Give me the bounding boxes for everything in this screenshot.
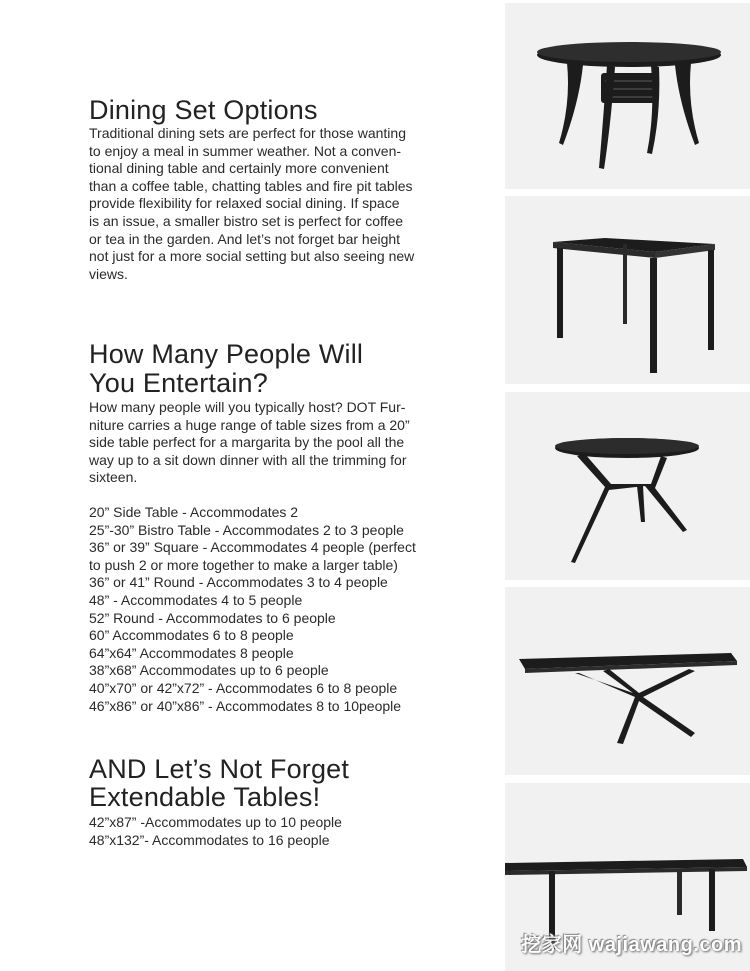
list-item: 36” or 39” Square - Accommodates 4 people (perfect to push 2 or more together to make a larger table): [89, 539, 416, 573]
heading-extendable-line1: AND Let’s Not Forget: [89, 754, 350, 784]
paragraph-dining-set-options: Traditional dining sets are perfect for those wanting to enjoy a meal in summer weather. Not a conven- tional dining table and certainly more convenient than a coffee table, chatting tables and fire pit tables provide flexibility for relaxed social dining. If space is an issue, a smaller bistro set is perfect for coffee or tea in the garden. And let’s not forget bar height not just for a more social setting but also seeing new views.: [89, 125, 415, 282]
heading-extendable-line2: Extendable Tables!: [89, 782, 321, 812]
list-item: 46”x86” or 40”x86” - Accommodates 8 to 10people: [89, 697, 402, 714]
rectangular-x-base-table-illustration: [505, 587, 750, 775]
square-bar-table-image: [505, 196, 750, 384]
list-item: 52” Round - Accommodates to 6 people: [89, 609, 336, 626]
heading-how-many-people-line2: You Entertain?: [89, 368, 268, 398]
list-item: 64”x64” Accommodates 8 people: [89, 644, 294, 661]
heading-how-many-people-line1: How Many People Will: [89, 339, 364, 369]
round-slat-table-image: [505, 392, 750, 580]
list-item: 40”x70” or 42”x72” - Accommodates 6 to 8 people: [89, 679, 398, 696]
list-item: 38”x68” Accommodates up to 6 people: [89, 662, 329, 679]
round-cast-dining-table-illustration: [505, 3, 750, 189]
list-item: 48”x132”- Accommodates to 16 people: [89, 831, 330, 848]
list-item: 25”-30” Bistro Table - Accommodates 2 to 3 people: [89, 521, 404, 538]
table-size-list: [89, 504, 416, 715]
list-item: 36” or 41” Round - Accommodates 3 to 4 people: [89, 574, 388, 591]
rectangular-x-base-table-image: [505, 587, 750, 775]
extendable-size-list: [89, 814, 342, 849]
watermark: 挖家网 wajiawang.com: [521, 934, 742, 956]
heading-dining-set-options: Dining Set Options: [89, 95, 318, 125]
round-slat-table-illustration: [505, 392, 750, 580]
list-item: 60” Accommodates 6 to 8 people: [89, 627, 294, 644]
list-item: 42”x87” -Accommodates up to 10 people: [89, 814, 342, 830]
list-item: 20” Side Table - Accommodates 2: [89, 504, 299, 520]
paragraph-how-many-people: How many people will you typically host? DOT Fur- niture carries a huge range of table sizes from a 20” side table perfect for a margarita by the pool all the way up to a sit down dinner with all the trimming for sixteen.: [89, 399, 410, 486]
list-item: 48” - Accommodates 4 to 5 people: [89, 591, 303, 608]
round-cast-dining-table-image: [505, 3, 750, 189]
square-bar-table-illustration: [505, 196, 750, 384]
